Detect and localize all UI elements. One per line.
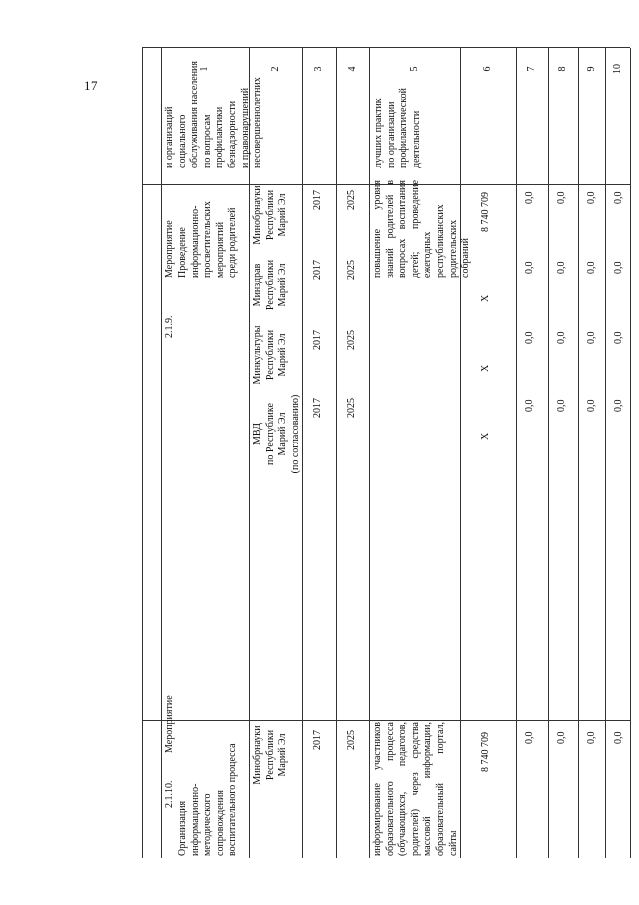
program-table: [142, 48, 630, 858]
col-border-9: [605, 48, 606, 858]
row-b-exec-2-start: 2017: [312, 260, 323, 280]
header-col-2: 2: [270, 66, 281, 72]
table-top-border: [142, 48, 143, 858]
header-col-3: 3: [313, 66, 324, 72]
row-b-exec-1-name: Минобрнауки Республики Марий Эл: [252, 185, 289, 245]
col-border-4: [369, 48, 370, 858]
row-b-title: Мероприятие: [164, 220, 175, 278]
row-b-exec-1-end: 2025: [346, 190, 357, 210]
row-c-exec-1-end: 2025: [346, 730, 357, 750]
header-bottom-border: [161, 48, 162, 858]
row-c-result: информирование участников образовательного процесса (обучающихся, педагогов, родителей) через средства массовой информации, образовательный портал, сайты: [372, 722, 459, 856]
header-col-6: 6: [482, 66, 493, 72]
row-b-exec-2-c8: 0,0: [556, 261, 567, 274]
row-b-exec-4-c8: 0,0: [556, 399, 567, 412]
header-col-1: 1: [199, 66, 210, 72]
row-b-exec-2-c6: X: [480, 294, 491, 302]
row-c-col1-text: Организация информационно- методического сопровождения воспитательного процесса: [177, 743, 239, 856]
row-b-exec-3-c8: 0,0: [556, 331, 567, 344]
header-col-4: 4: [347, 66, 358, 72]
row-b-exec-1-c6: 8 740 709: [480, 192, 491, 232]
row-b-exec-3-c7: 0,0: [524, 331, 535, 344]
row-b-exec-4-c10: 0,0: [613, 399, 624, 412]
row-a-col5-text: лучших практик по организации профилактической деятельности: [373, 88, 422, 168]
row-b-exec-3-c6: X: [480, 364, 491, 372]
table-bottom-border: [630, 48, 631, 858]
row-b-result: повышение уровня знаний родителей в вопросах воспитания детей; проведение ежегодных республиканских родительских собраний: [372, 180, 472, 278]
row-b-exec-4-c6: X: [480, 432, 491, 440]
col-border-5: [460, 48, 461, 858]
row-c-exec-1-c10: 0,0: [613, 731, 624, 744]
header-col-9: 9: [586, 66, 597, 72]
row-b-exec-3-c10: 0,0: [613, 331, 624, 344]
row-c-exec-1-c8: 0,0: [556, 731, 567, 744]
row-b-exec-1-c9: 0,0: [586, 191, 597, 204]
row-b-exec-2-end: 2025: [346, 260, 357, 280]
page-number: 17: [84, 78, 98, 93]
col-border-1: [249, 48, 250, 858]
header-col-7: 7: [526, 66, 537, 72]
col-border-7: [548, 48, 549, 858]
row-b-exec-4-start: 2017: [312, 398, 323, 418]
row-b-exec-1-c7: 0,0: [524, 191, 535, 204]
header-col-8: 8: [557, 66, 568, 72]
row-b-exec-4-c9: 0,0: [586, 399, 597, 412]
col-border-3: [336, 48, 337, 858]
row-c-exec-1-name: Минобрнауки Республики Марий Эл: [252, 725, 289, 785]
row-b-exec-1-c8: 0,0: [556, 191, 567, 204]
row-c-exec-1-c9: 0,0: [586, 731, 597, 744]
row-c-title: Мероприятие: [164, 695, 175, 753]
row-border-2: [142, 720, 630, 721]
row-b-exec-2-c9: 0,0: [586, 261, 597, 274]
row-b-exec-4-end: 2025: [346, 398, 357, 418]
row-c-exec-1-c7: 0,0: [524, 731, 535, 744]
col-border-8: [578, 48, 579, 858]
row-c-code: 2.1.10.: [164, 780, 175, 808]
row-b-exec-2-name: Минздрав Республики Марий Эл: [252, 259, 289, 311]
row-b-code: 2.1.9.: [164, 315, 175, 338]
row-b-exec-3-end: 2025: [346, 330, 357, 350]
row-b-exec-2-c7: 0,0: [524, 261, 535, 274]
header-col-10: 10: [612, 64, 623, 74]
row-b-exec-3-c9: 0,0: [586, 331, 597, 344]
table-right-border: [142, 47, 630, 48]
row-b-exec-2-c10: 0,0: [613, 261, 624, 274]
row-b-exec-1-c10: 0,0: [613, 191, 624, 204]
row-b-exec-3-start: 2017: [312, 330, 323, 350]
row-a-col1-text: и организаций социального обслуживания населения по вопросам профилактики безнадзорности и правонарушений несовершеннолетних: [164, 61, 264, 168]
row-b-exec-3-name: Минкультуры Республики Марий Эл: [252, 325, 289, 385]
row-b-exec-4-name: МВД по Республике Марий Эл (по согласованию): [252, 394, 301, 474]
row-b-exec-1-start: 2017: [312, 190, 323, 210]
row-c-exec-1-start: 2017: [312, 730, 323, 750]
row-b-exec-4-c7: 0,0: [524, 399, 535, 412]
row-c-exec-1-c6: 8 740 709: [480, 732, 491, 772]
header-col-5: 5: [409, 66, 420, 72]
row-b-col1-text: Проведение информационно- просветительских мероприятий среди родителей: [177, 201, 239, 278]
col-border-6: [516, 48, 517, 858]
